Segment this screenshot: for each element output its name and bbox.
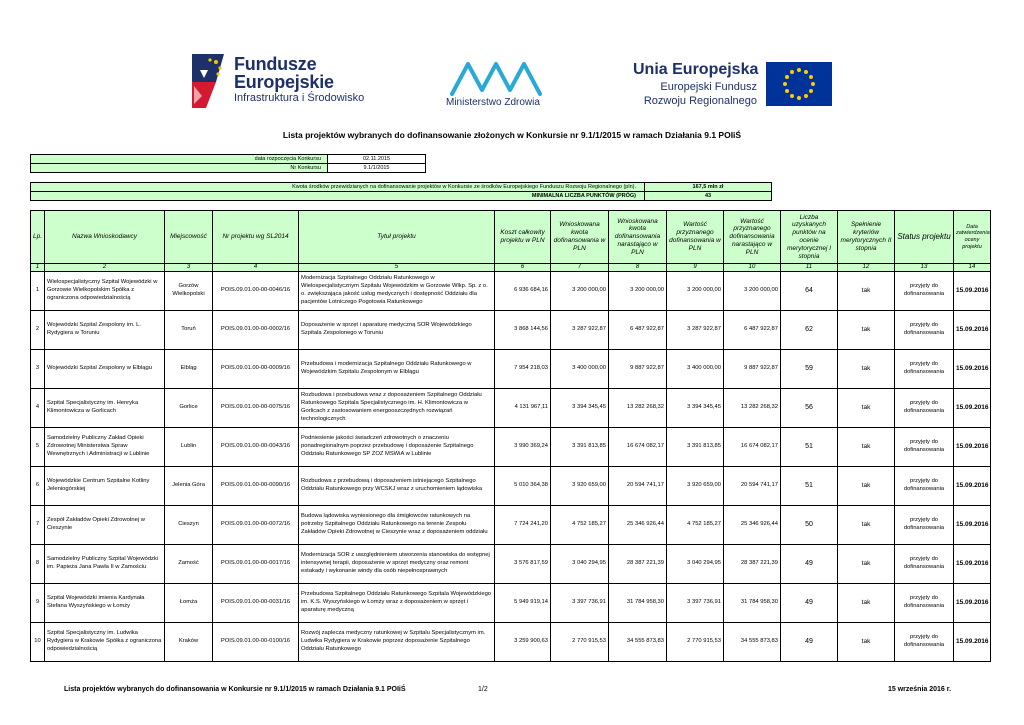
cell-approval-date: 15.09.2016 — [954, 623, 991, 662]
cell-city: Jelenia Góra — [165, 467, 213, 506]
col-number: 6 — [495, 264, 551, 272]
cell-points: 51 — [781, 467, 838, 506]
cell-project-number: POIS.09.01.00-00-0009/16 — [213, 350, 299, 389]
cell-row-number: 5 — [31, 428, 45, 467]
footer-page-number: 1/2 — [478, 686, 488, 693]
cell-requested-amount: 3 391 813,85 — [551, 428, 609, 467]
cell-granted-amount: 3 391 813,85 — [667, 428, 724, 467]
cell-granted-cumulative: 28 387 221,39 — [724, 545, 781, 584]
contest-info-box — [30, 154, 426, 173]
cell-row-number: 10 — [31, 623, 45, 662]
cell-criteria-met: tak — [838, 272, 895, 311]
cell-applicant-name: Samodzielny Publiczny Szpital Wojewódzki im. Papieża Jana Pawła II w Zamościu — [45, 545, 165, 584]
cell-project-title: Przebudowa i modernizacja Szpitalnego Oddziału Ratunkowego w Wojewódzkim Szpitalu Zespolonym w Elblągu — [299, 350, 495, 389]
cell-project-title: Rozbudowa i przebudowa wraz z doposażeniem Szpitalnego Oddziału Ratunkowego Szpitala Specjalistycznego im. H. Klimontowicza w Gorlicach z zastosowaniem energooszczędnych rozwiązań technologicznych — [299, 389, 495, 428]
cell-granted-cumulative: 16 674 082,17 — [724, 428, 781, 467]
cell-criteria-met: tak — [838, 623, 895, 662]
cell-granted-cumulative: 34 555 873,83 — [724, 623, 781, 662]
col-number: 8 — [609, 264, 667, 272]
cell-row-number: 6 — [31, 467, 45, 506]
cell-project-status: przyjęty do dofinansowania — [895, 350, 954, 389]
cell-approval-date: 15.09.2016 — [954, 506, 991, 545]
fe-flag-icon — [186, 52, 230, 110]
table-row — [31, 389, 991, 428]
table-row — [31, 623, 991, 662]
cell-project-number: POIS.09.01.00-00-0002/16 — [213, 311, 299, 350]
mz-wave-icon — [446, 60, 546, 96]
mz-logo-name: Ministerstwo Zdrowia — [446, 97, 540, 108]
cell-approval-date: 15.09.2016 — [954, 545, 991, 584]
col-header: Liczba uzyskanych punktów na ocenie merytorycznej I stopnia — [781, 211, 838, 264]
cell-requested-amount: 3 040 294,95 — [551, 545, 609, 584]
cell-requested-cumulative: 31 784 958,30 — [609, 584, 667, 623]
cell-granted-amount: 3 040 294,95 — [667, 545, 724, 584]
cell-city: Toruń — [165, 311, 213, 350]
projects-table — [30, 210, 991, 662]
cell-points: 64 — [781, 272, 838, 311]
cell-requested-amount: 3 400 000,00 — [551, 350, 609, 389]
cell-project-number: POIS.09.01.00-00-0100/16 — [213, 623, 299, 662]
cell-applicant-name: Wojewódzkie Centrum Szpitalne Kotliny Jeleniogórskiej — [45, 467, 165, 506]
cell-city: Gorlice — [165, 389, 213, 428]
col-header: Wnioskowana kwota dofinansowania w PLN — [551, 211, 609, 264]
cell-approval-date: 15.09.2016 — [954, 350, 991, 389]
cell-row-number: 9 — [31, 584, 45, 623]
cell-project-status: przyjęty do dofinansowania — [895, 428, 954, 467]
cell-criteria-met: tak — [838, 506, 895, 545]
min-points-value: 43 — [645, 192, 771, 200]
cell-row-number: 3 — [31, 350, 45, 389]
fundusze-europejskie-logo — [186, 52, 376, 112]
cell-points: 62 — [781, 311, 838, 350]
col-header: Nazwa Wnioskodawcy — [45, 211, 165, 264]
document-title: Lista projektów wybranych do dofinansowanie złożonych w Konkursie nr 9.1/1/2015 w ramach Działania 9.1 POIiŚ — [282, 130, 742, 140]
cell-granted-cumulative: 25 346 926,44 — [724, 506, 781, 545]
cell-approval-date: 15.09.2016 — [954, 272, 991, 311]
col-number: 1 — [31, 264, 45, 272]
cell-project-number: POIS.09.01.00-00-0043/16 — [213, 428, 299, 467]
funds-label: Kwota środków przewidzianych na dofinansowanie projektów w Konkursie ze środków Europejskiego Funduszu Rozwoju Regionalnego (pln). — [31, 183, 645, 191]
eu-flag-icon — [766, 62, 832, 106]
cell-requested-cumulative: 34 555 873,83 — [609, 623, 667, 662]
cell-applicant-name: Wojewódzki Szpital Zespolony im. L. Rydygiera w Toruniu — [45, 311, 165, 350]
col-number: 14 — [954, 264, 991, 272]
cell-criteria-met: tak — [838, 389, 895, 428]
col-number: 12 — [838, 264, 895, 272]
col-number: 3 — [165, 264, 213, 272]
cell-granted-amount: 3 287 922,87 — [667, 311, 724, 350]
cell-project-title: Modernizacja SOR z uwzględnieniem utworzenia stanowiska do wstępnej intensywnej terapii, doposażenie w sprzęt medyczny oraz remont estakady i wykonanie windy dla osób niepełnosprawnych — [299, 545, 495, 584]
cell-requested-amount: 2 770 915,53 — [551, 623, 609, 662]
cell-project-number: POIS.09.01.00-00-0072/16 — [213, 506, 299, 545]
table-row — [31, 272, 991, 311]
table-row — [31, 428, 991, 467]
cell-approval-date: 15.09.2016 — [954, 467, 991, 506]
cell-applicant-name: Zespół Zakładów Opieki Zdrowotnej w Cieszynie — [45, 506, 165, 545]
col-number: 2 — [45, 264, 165, 272]
table-row — [31, 350, 991, 389]
cell-city: Kraków — [165, 623, 213, 662]
col-header: Tytuł projektu — [299, 211, 495, 264]
contest-number-label: Nr Konkursu — [31, 164, 328, 172]
cell-criteria-met: tak — [838, 545, 895, 584]
cell-project-title: Rozwój zaplecza medyczny ratunkowej w Szpitalu Specjalistycznym im. Ludwika Rydygiera w Krakowie poprzez doposażenie Szpitalnego Oddziału Ratunkowego — [299, 623, 495, 662]
header-row — [31, 211, 991, 264]
cell-project-title: Podniesienie jakości świadczeń zdrowotnych o znaczeniu ponadregionalnym poprzez przebudowę i doposażenie Szpitalnego Oddziału Ratunkowego SP ZOZ MSWiA w Lublinie — [299, 428, 495, 467]
ue-logo-line1: Unia Europejska — [633, 61, 759, 78]
cell-city: Cieszyn — [165, 506, 213, 545]
cell-project-number: POIS.09.01.00-00-0046/16 — [213, 272, 299, 311]
cell-project-status: przyjęty do dofinansowania — [895, 272, 954, 311]
cell-points: 49 — [781, 584, 838, 623]
cell-total-cost: 3 990 369,24 — [495, 428, 551, 467]
cell-points: 59 — [781, 350, 838, 389]
cell-criteria-met: tak — [838, 428, 895, 467]
col-number: 5 — [299, 264, 495, 272]
ue-logo-line2: Europejski Fundusz — [660, 80, 757, 93]
cell-granted-cumulative: 13 282 268,32 — [724, 389, 781, 428]
col-header: Koszt całkowity projektu w PLN — [495, 211, 551, 264]
col-header: Nr projektu wg SL2014 — [213, 211, 299, 264]
cell-applicant-name: Wielospecjalistyczny Szpital Wojewódzki w Gorzowie Wielkopolskim Spółka z ograniczona odpowiedzialnością — [45, 272, 165, 311]
cell-requested-cumulative: 13 282 268,32 — [609, 389, 667, 428]
cell-city: Łomża — [165, 584, 213, 623]
cell-total-cost: 3 259 900,63 — [495, 623, 551, 662]
cell-project-status: przyjęty do dofinansowania — [895, 467, 954, 506]
cell-approval-date: 15.09.2016 — [954, 389, 991, 428]
cell-applicant-name: Szpital Specjalistyczny im. Henryka Klimontowicza w Gorlicach — [45, 389, 165, 428]
cell-granted-amount: 4 752 185,27 — [667, 506, 724, 545]
start-date-label: data rozpoczęcia Konkursu — [31, 155, 328, 163]
table-row — [31, 311, 991, 350]
cell-points: 49 — [781, 623, 838, 662]
col-number: 13 — [895, 264, 954, 272]
cell-project-number: POIS.09.01.00-00-0017/16 — [213, 545, 299, 584]
cell-project-title: Rozbudowa z przebudową i doposażeniem istniejącego Szpitalnego Oddziału Ratunkowego przy WCSKJ wraz z uruchomieniem lądowiska — [299, 467, 495, 506]
cell-total-cost: 7 724 241,20 — [495, 506, 551, 545]
cell-applicant-name: Szpital Wojewódzki imienia Kardynała Stefana Wyszyńskiego w Łomży — [45, 584, 165, 623]
col-header: Miejscowość — [165, 211, 213, 264]
cell-total-cost: 4 131 967,11 — [495, 389, 551, 428]
cell-total-cost: 7 954 218,03 — [495, 350, 551, 389]
cell-applicant-name: Samodzielny Publiczny Zakład Opieki Zdrowotnej Ministerstwa Spraw Wewnętrznych i Administracji w Lublinie — [45, 428, 165, 467]
start-date-value: 02.11.2015 — [362, 156, 391, 162]
ministerstwo-zdrowia-logo — [446, 60, 546, 112]
unia-europejska-logo — [633, 56, 843, 116]
col-header: Wnioskowana kwota dofinansowania narastająco w PLN — [609, 211, 667, 264]
cell-project-number: POIS.09.01.00-00-0031/16 — [213, 584, 299, 623]
col-number: 11 — [781, 264, 838, 272]
cell-granted-cumulative: 6 487 922,87 — [724, 311, 781, 350]
cell-requested-cumulative: 6 487 922,87 — [609, 311, 667, 350]
cell-approval-date: 15.09.2016 — [954, 428, 991, 467]
cell-applicant-name: Szpital Specjalistyczny im. Ludwika Rydygiera w Krakowie Spółka z ograniczona odpowiedzialnością — [45, 623, 165, 662]
cell-requested-cumulative: 28 387 221,39 — [609, 545, 667, 584]
cell-total-cost: 3 868 144,56 — [495, 311, 551, 350]
cell-granted-amount: 3 200 000,00 — [667, 272, 724, 311]
cell-row-number: 1 — [31, 272, 45, 311]
cell-row-number: 7 — [31, 506, 45, 545]
cell-requested-amount: 3 287 922,87 — [551, 311, 609, 350]
cell-project-status: przyjęty do dofinansowania — [895, 389, 954, 428]
contest-number-value: 9.1/1/2015 — [363, 165, 390, 171]
cell-row-number: 8 — [31, 545, 45, 584]
col-number: 9 — [667, 264, 724, 272]
col-number: 4 — [213, 264, 299, 272]
funds-value: 167,5 mln zł — [645, 183, 771, 191]
cell-row-number: 4 — [31, 389, 45, 428]
cell-granted-amount: 3 397 736,91 — [667, 584, 724, 623]
col-number: 10 — [724, 264, 781, 272]
column-numbers-row — [31, 264, 991, 272]
col-header: Wartość przyznanego dofinansowania w PLN — [667, 211, 724, 264]
table-row — [31, 545, 991, 584]
cell-project-status: przyjęty do dofinansowania — [895, 506, 954, 545]
cell-granted-cumulative: 31 784 958,30 — [724, 584, 781, 623]
cell-requested-cumulative: 25 346 926,44 — [609, 506, 667, 545]
cell-granted-cumulative: 20 594 741,17 — [724, 467, 781, 506]
cell-points: 49 — [781, 545, 838, 584]
table-row — [31, 506, 991, 545]
cell-points: 56 — [781, 389, 838, 428]
col-header: Status projektu — [895, 211, 954, 264]
cell-requested-cumulative: 16 674 082,17 — [609, 428, 667, 467]
cell-city: Elbląg — [165, 350, 213, 389]
cell-requested-amount: 3 200 000,00 — [551, 272, 609, 311]
cell-criteria-met: tak — [838, 350, 895, 389]
cell-requested-amount: 4 752 185,27 — [551, 506, 609, 545]
cell-requested-amount: 3 397 736,91 — [551, 584, 609, 623]
fe-logo-line1: Fundusze — [234, 54, 317, 74]
col-header: Data zatwierdzenia oceny projektu — [954, 211, 991, 264]
cell-points: 50 — [781, 506, 838, 545]
cell-applicant-name: Wojewódzki Szpital Zespolony w Elblągu — [45, 350, 165, 389]
cell-row-number: 2 — [31, 311, 45, 350]
footer-date: 15 września 2016 r. — [888, 686, 952, 693]
cell-requested-amount: 3 394 345,45 — [551, 389, 609, 428]
cell-city: Zamość — [165, 545, 213, 584]
cell-granted-amount: 3 400 000,00 — [667, 350, 724, 389]
cell-project-title: Modernizacja Szpitalnego Oddziału Ratunkowego w Wielospecjalistycznym Szpitalu Wojewódzkim w Gorzowie Wlkp. Sp. z o. o. zwiększająca jakość usług medycznych i dostępność Oddziału dla pacjentów Lotniczego Pogotowia Ratunkowego — [299, 272, 495, 311]
cell-granted-amount: 3 394 345,45 — [667, 389, 724, 428]
cell-project-status: przyjęty do dofinansowania — [895, 545, 954, 584]
col-header: Wartość przyznanego dofinansowania narastająco w PLN — [724, 211, 781, 264]
cell-total-cost: 3 576 817,59 — [495, 545, 551, 584]
cell-requested-cumulative: 3 200 000,00 — [609, 272, 667, 311]
cell-city: Lublin — [165, 428, 213, 467]
table-row — [31, 584, 991, 623]
cell-total-cost: 5 010 364,38 — [495, 467, 551, 506]
cell-points: 51 — [781, 428, 838, 467]
cell-project-title: Przebudowa Szpitalnego Oddziału Ratunkowego Szpitala Wojewódzkiego im. K.S. Wyszyńskiego w Łomży wraz z doposażeniem w sprzęt i aparaturę medyczną — [299, 584, 495, 623]
cell-requested-cumulative: 9 887 922,87 — [609, 350, 667, 389]
table-row — [31, 467, 991, 506]
cell-criteria-met: tak — [838, 467, 895, 506]
cell-requested-amount: 3 920 659,00 — [551, 467, 609, 506]
cell-requested-cumulative: 20 594 741,17 — [609, 467, 667, 506]
cell-criteria-met: tak — [838, 311, 895, 350]
cell-approval-date: 15.09.2016 — [954, 584, 991, 623]
cell-project-number: POIS.09.01.00-00-0090/16 — [213, 467, 299, 506]
funds-info-box — [30, 182, 772, 201]
cell-project-title: Doposażenie w sprzęt i aparaturę medyczną SOR Wojewódzkiego Szpitala Zespolonego w Toruniu — [299, 311, 495, 350]
cell-total-cost: 5 949 919,14 — [495, 584, 551, 623]
cell-total-cost: 6 936 684,16 — [495, 272, 551, 311]
cell-project-status: przyjęty do dofinansowania — [895, 311, 954, 350]
cell-project-title: Budowa lądowiska wyniesionego dla śmigłowców ratunkowych na potrzeby Szpitalnego Oddziału Ratunkowego na terenie Zespołu Zakładów Opieki Zdrowotnej w Cieszynie wraz z doposażeniem oddziału — [299, 506, 495, 545]
min-points-label: MINIMALNA LICZBA PUNKTÓW (PRÓG) — [31, 192, 645, 200]
col-header: Lp. — [31, 211, 45, 264]
col-header: Spełnienie kryteriów merytorycznych II stopnia — [838, 211, 895, 264]
ue-logo-line3: Rozwoju Regionalnego — [643, 95, 757, 108]
cell-granted-cumulative: 3 200 000,00 — [724, 272, 781, 311]
cell-criteria-met: tak — [838, 584, 895, 623]
col-number: 7 — [551, 264, 609, 272]
cell-approval-date: 15.09.2016 — [954, 311, 991, 350]
cell-project-status: przyjęty do dofinansowania — [895, 623, 954, 662]
cell-city: Gorzów Wielkopolski — [165, 272, 213, 311]
cell-granted-amount: 2 770 915,53 — [667, 623, 724, 662]
cell-granted-cumulative: 9 887 922,87 — [724, 350, 781, 389]
cell-project-status: przyjęty do dofinansowania — [895, 584, 954, 623]
footer-title: Lista projektów wybranych do dofinansowania w Konkursie nr 9.1/1/2015 w ramach Działania 9.1 POIiŚ — [64, 686, 406, 693]
fe-logo-line2: Europejskie — [234, 72, 334, 92]
cell-granted-amount: 3 920 659,00 — [667, 467, 724, 506]
cell-project-number: POIS.09.01.00-00-0075/16 — [213, 389, 299, 428]
fe-logo-line3: Infrastruktura i Środowisko — [234, 92, 365, 104]
